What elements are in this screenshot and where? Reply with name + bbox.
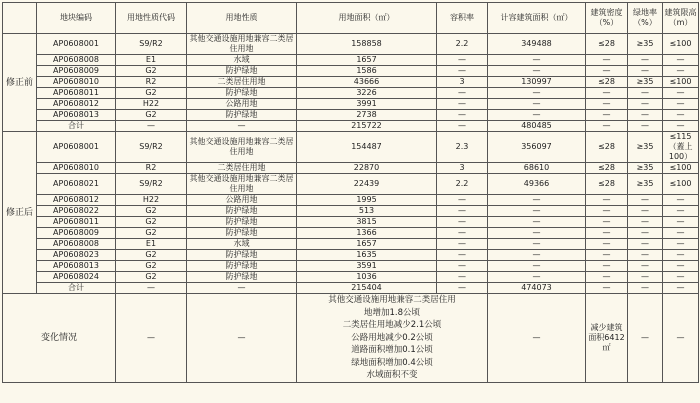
table-cell: —: [488, 272, 586, 283]
table-cell: G2: [116, 88, 187, 99]
header-cell: 用地面积（㎡）: [297, 3, 437, 34]
table-cell: AP0608023: [37, 250, 116, 261]
change-area-summary: [297, 294, 488, 383]
table-cell: —: [437, 121, 488, 132]
table-cell: —: [663, 239, 699, 250]
table-cell: —: [663, 206, 699, 217]
header-empty: [3, 3, 37, 34]
table-cell: H22: [116, 195, 187, 206]
table-cell: ≤28: [586, 163, 628, 174]
table-cell: 3226: [297, 88, 437, 99]
table-cell: —: [488, 217, 586, 228]
table-cell: 3591: [297, 261, 437, 272]
table-cell: 22439: [297, 174, 437, 195]
table-cell: 3: [437, 77, 488, 88]
table-cell: AP0608024: [37, 272, 116, 283]
table-cell: AP0608021: [37, 174, 116, 195]
table-cell: —: [437, 261, 488, 272]
table-cell: 68610: [488, 163, 586, 174]
table-cell: ≥35: [628, 163, 663, 174]
table-cell: —: [586, 66, 628, 77]
table-row: [3, 132, 699, 163]
table-cell: R2: [116, 163, 187, 174]
table-cell: ≤28: [586, 174, 628, 195]
table-cell: 其他交通设施用地兼容二类居住用地: [187, 132, 297, 163]
change-area-line: 其他交通设施用地兼容二类居住用: [328, 295, 456, 305]
table-cell: —: [586, 228, 628, 239]
table-cell: 防护绿地: [187, 250, 297, 261]
change-label: 变化情况: [3, 294, 116, 383]
table-row: [3, 250, 699, 261]
table-cell: 防护绿地: [187, 110, 297, 121]
table-cell: ≤28: [586, 34, 628, 55]
table-cell: 防护绿地: [187, 206, 297, 217]
table-row: [3, 99, 699, 110]
table-row: [3, 195, 699, 206]
table-cell: 1995: [297, 195, 437, 206]
table-cell: —: [663, 66, 699, 77]
table-cell: 43666: [297, 77, 437, 88]
table-cell: —: [437, 206, 488, 217]
table-cell: 49366: [488, 174, 586, 195]
table-cell: —: [437, 55, 488, 66]
table-cell: 1036: [297, 272, 437, 283]
table-cell: —: [488, 55, 586, 66]
table-cell: —: [663, 99, 699, 110]
table-cell: 356097: [488, 132, 586, 163]
table-cell: ≥35: [628, 132, 663, 163]
table-cell: —: [437, 110, 488, 121]
table-cell: —: [628, 228, 663, 239]
table-cell: —: [116, 121, 187, 132]
table-cell: —: [628, 195, 663, 206]
table-cell: ≤115（蓋上100）: [663, 132, 699, 163]
table-cell: —: [628, 283, 663, 294]
table-cell: —: [187, 283, 297, 294]
before-group-label: 修正前: [3, 34, 37, 132]
table-cell: —: [437, 228, 488, 239]
total-row: [3, 283, 699, 294]
table-cell: —: [663, 283, 699, 294]
table-cell: 防护绿地: [187, 217, 297, 228]
table-cell: S9/R2: [116, 174, 187, 195]
table-row: [3, 110, 699, 121]
table-cell: S9/R2: [116, 132, 187, 163]
table-cell: —: [663, 110, 699, 121]
table-cell: G2: [116, 250, 187, 261]
table-cell: AP0608011: [37, 217, 116, 228]
table-cell: ≤100: [663, 34, 699, 55]
table-cell: ≤100: [663, 77, 699, 88]
table-cell: 3991: [297, 99, 437, 110]
table-cell: —: [437, 239, 488, 250]
table-cell: G2: [116, 272, 187, 283]
table-row: [3, 55, 699, 66]
total-label: 合计: [37, 121, 116, 132]
table-cell: —: [488, 261, 586, 272]
table-cell: —: [663, 250, 699, 261]
table-cell: 1657: [297, 55, 437, 66]
table-row: [3, 239, 699, 250]
table-cell: —: [586, 110, 628, 121]
change-area-line: 二类居住用地减少2.1公顷: [342, 320, 442, 330]
table-cell: —: [586, 99, 628, 110]
table-cell: —: [663, 55, 699, 66]
table-cell: —: [628, 88, 663, 99]
header-cell: 地块编码: [37, 3, 116, 34]
table-cell: —: [437, 283, 488, 294]
table-cell: 水域: [187, 239, 297, 250]
table-cell: 2738: [297, 110, 437, 121]
table-cell: 1366: [297, 228, 437, 239]
table-cell: H22: [116, 99, 187, 110]
table-cell: ≥35: [628, 174, 663, 195]
table-cell: AP0608011: [37, 88, 116, 99]
table-cell: 215722: [297, 121, 437, 132]
table-row: [3, 66, 699, 77]
table-cell: AP0608008: [37, 55, 116, 66]
header-cell: 计容建筑面积（㎡）: [488, 3, 586, 34]
table-cell: AP0608013: [37, 110, 116, 121]
land-use-comparison-table: [2, 2, 699, 383]
table-cell: —: [663, 261, 699, 272]
table-cell: —: [628, 206, 663, 217]
table-row: [3, 272, 699, 283]
total-row: [3, 121, 699, 132]
table-cell: —: [663, 272, 699, 283]
header-cell: 绿地率（%）: [628, 3, 663, 34]
table-cell: —: [586, 217, 628, 228]
table-cell: G2: [116, 110, 187, 121]
table-cell: —: [437, 66, 488, 77]
table-cell: 二类居住用地: [187, 77, 297, 88]
table-cell: —: [488, 239, 586, 250]
header-cell: 建筑限高（m）: [663, 3, 699, 34]
table-cell: —: [437, 99, 488, 110]
table-cell: —: [437, 88, 488, 99]
table-cell: 158858: [297, 34, 437, 55]
table-row: [3, 261, 699, 272]
table-cell: 公路用地: [187, 195, 297, 206]
table-cell: —: [628, 66, 663, 77]
table-cell: —: [628, 294, 663, 383]
table-cell: —: [663, 121, 699, 132]
table-cell: 130997: [488, 77, 586, 88]
table-cell: —: [663, 228, 699, 239]
table-cell: —: [437, 217, 488, 228]
table-cell: —: [586, 206, 628, 217]
header-row: [3, 3, 699, 34]
total-label: 合计: [37, 283, 116, 294]
table-cell: —: [586, 250, 628, 261]
change-area-line: 水域面积不变: [366, 370, 418, 380]
table-cell: —: [628, 99, 663, 110]
table-cell: —: [586, 88, 628, 99]
table-cell: G2: [116, 206, 187, 217]
table-cell: —: [628, 261, 663, 272]
table-cell: —: [628, 272, 663, 283]
table-cell: AP0608009: [37, 228, 116, 239]
table-cell: 480485: [488, 121, 586, 132]
table-cell: G2: [116, 66, 187, 77]
table-cell: —: [488, 66, 586, 77]
table-cell: ≥35: [628, 77, 663, 88]
table-cell: —: [488, 250, 586, 261]
table-cell: —: [488, 110, 586, 121]
table-cell: —: [628, 239, 663, 250]
table-cell: —: [488, 294, 586, 383]
table-cell: ≤100: [663, 174, 699, 195]
table-cell: 防护绿地: [187, 66, 297, 77]
change-row: [3, 294, 699, 383]
table-cell: AP0608009: [37, 66, 116, 77]
table-cell: 防护绿地: [187, 272, 297, 283]
table-cell: —: [116, 294, 187, 383]
table-cell: —: [437, 250, 488, 261]
table-cell: S9/R2: [116, 34, 187, 55]
change-area-line: 道路面积增加0.1公顷: [351, 345, 433, 355]
header-cell: 用地性质代码: [116, 3, 187, 34]
table-cell: —: [586, 239, 628, 250]
table-cell: —: [187, 121, 297, 132]
table-cell: 349488: [488, 34, 586, 55]
table-cell: —: [488, 99, 586, 110]
change-area-line: 公路用地减少0.2公顷: [351, 332, 433, 343]
table-cell: —: [187, 294, 297, 383]
table-cell: —: [437, 195, 488, 206]
table-cell: E1: [116, 55, 187, 66]
table-cell: —: [488, 195, 586, 206]
table-cell: 154487: [297, 132, 437, 163]
table-cell: E1: [116, 239, 187, 250]
table-cell: ≤28: [586, 77, 628, 88]
table-cell: ≥35: [628, 34, 663, 55]
table-cell: —: [437, 272, 488, 283]
table-cell: 二类居住用地: [187, 163, 297, 174]
table-cell: —: [586, 195, 628, 206]
table-cell: 3: [437, 163, 488, 174]
table-cell: 防护绿地: [187, 228, 297, 239]
table-cell: 其他交通设施用地兼容二类居住用地: [187, 34, 297, 55]
table-cell: —: [116, 283, 187, 294]
table-cell: R2: [116, 77, 187, 88]
table-cell: —: [628, 110, 663, 121]
table-cell: G2: [116, 261, 187, 272]
table-cell: AP0608010: [37, 77, 116, 88]
table-cell: —: [628, 250, 663, 261]
table-cell: AP0608001: [37, 132, 116, 163]
table-cell: AP0608010: [37, 163, 116, 174]
table-cell: —: [586, 121, 628, 132]
table-cell: AP0608008: [37, 239, 116, 250]
table-cell: ≤100: [663, 163, 699, 174]
table-cell: —: [488, 88, 586, 99]
table-cell: G2: [116, 228, 187, 239]
table-cell: —: [628, 55, 663, 66]
table-cell: AP0608022: [37, 206, 116, 217]
header-cell: 用地性质: [187, 3, 297, 34]
table-cell: 474073: [488, 283, 586, 294]
after-group-label: 修正后: [3, 132, 37, 294]
table-cell: ≤28: [586, 132, 628, 163]
table-row: [3, 217, 699, 228]
change-gfa: 减少建筑面积6412㎡: [586, 294, 628, 383]
table-row: [3, 174, 699, 195]
table-cell: AP0608001: [37, 34, 116, 55]
table-cell: 215404: [297, 283, 437, 294]
table-cell: 2.2: [437, 174, 488, 195]
table-cell: —: [488, 228, 586, 239]
table-cell: AP0608012: [37, 195, 116, 206]
table-cell: 2.2: [437, 34, 488, 55]
table-cell: —: [663, 88, 699, 99]
table-cell: —: [586, 55, 628, 66]
table-cell: 1586: [297, 66, 437, 77]
table-cell: 水域: [187, 55, 297, 66]
table-cell: 22870: [297, 163, 437, 174]
table-row: [3, 206, 699, 217]
table-cell: —: [663, 217, 699, 228]
table-cell: 其他交通设施用地兼容二类居住用地: [187, 174, 297, 195]
table-cell: 513: [297, 206, 437, 217]
table-cell: —: [586, 261, 628, 272]
table-cell: 公路用地: [187, 99, 297, 110]
change-area-line: 绿地面积增加0.4公顷: [351, 357, 433, 368]
table-cell: —: [586, 272, 628, 283]
table-cell: 防护绿地: [187, 261, 297, 272]
table-cell: 1657: [297, 239, 437, 250]
table-cell: G2: [116, 217, 187, 228]
table-cell: 防护绿地: [187, 88, 297, 99]
table-cell: 1635: [297, 250, 437, 261]
change-area-line: 地增加1.8公顷: [363, 307, 421, 318]
table-row: [3, 88, 699, 99]
header-cell: 建筑密度（%）: [586, 3, 628, 34]
header-cell: 容积率: [437, 3, 488, 34]
table-cell: —: [628, 217, 663, 228]
table-row: [3, 77, 699, 88]
table-cell: —: [586, 283, 628, 294]
table-cell: —: [628, 121, 663, 132]
table-row: [3, 228, 699, 239]
table-cell: —: [488, 206, 586, 217]
table-cell: AP0608013: [37, 261, 116, 272]
table-row: [3, 34, 699, 55]
table-cell: 3815: [297, 217, 437, 228]
table-cell: 2.3: [437, 132, 488, 163]
table-cell: —: [663, 294, 699, 383]
table-row: [3, 163, 699, 174]
table-cell: —: [663, 195, 699, 206]
table-cell: AP0608012: [37, 99, 116, 110]
